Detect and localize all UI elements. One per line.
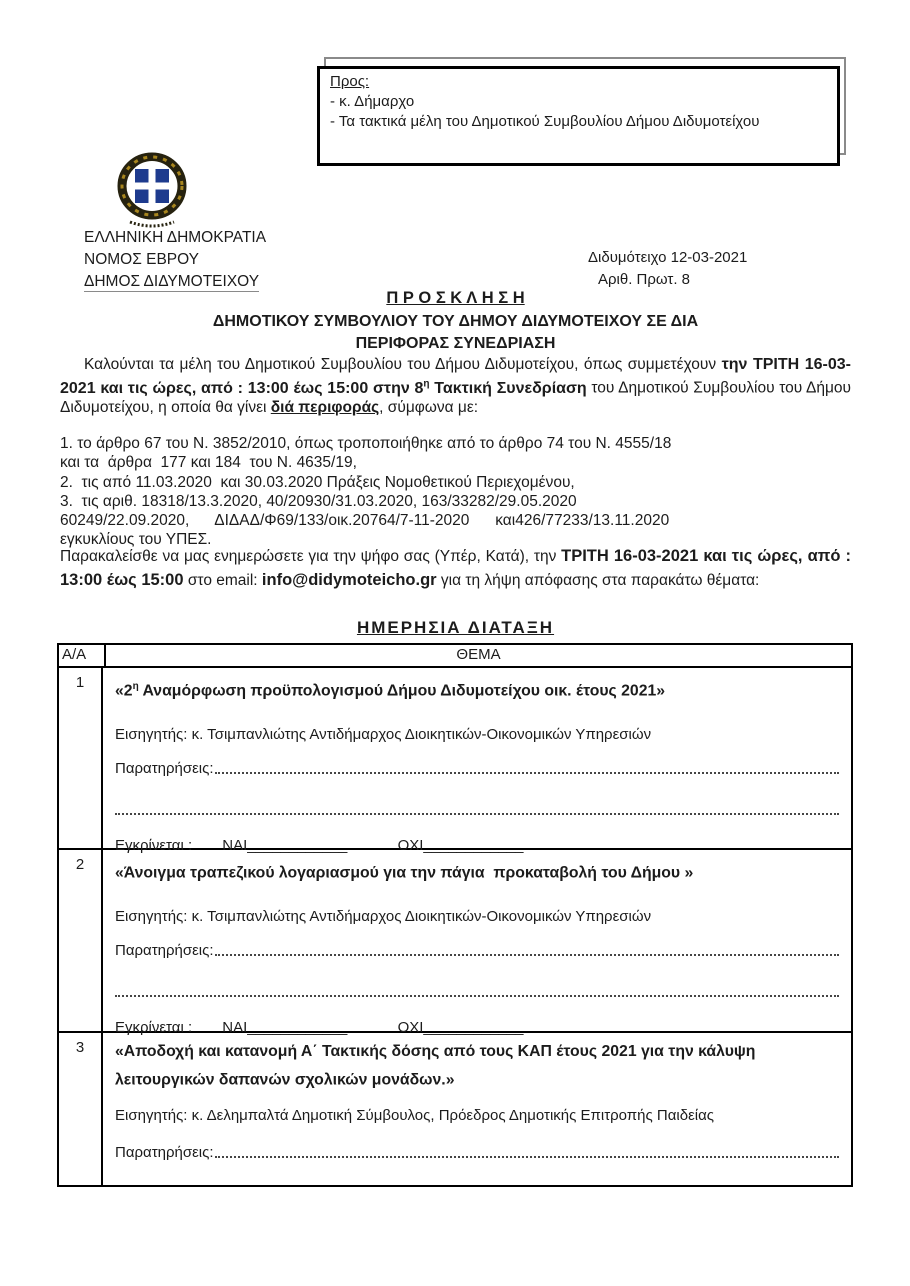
agenda-table-header [59, 645, 851, 668]
notes-line: Παρατηρήσεις: [115, 1144, 839, 1161]
legal-line: 60249/22.09.2020, ΔΙΔΑΔ/Φ69/133/οικ.20764/7-11-2020 και426/77233/13.11.2020 [60, 512, 670, 530]
agenda-item-presenter: Εισηγητής: κ. Τσιμπανλιώτης Αντιδήμαρχος Διοικητικών-Οικονομικών Υπηρεσιών [115, 726, 652, 744]
recipient-line: - κ. Δήμαρχο [330, 93, 415, 110]
legal-line: 2. τις από 11.03.2020 και 30.03.2020 Πράξεις Νομοθετικού Περιεχομένου, [60, 473, 575, 491]
legal-line: 3. τις αριθ. 18318/13.3.2020, 40/20930/31.03.2020, 163/33282/29.05.2020 [60, 492, 577, 510]
legal-line: και τα άρθρα 177 και 184 του Ν. 4635/19, [60, 454, 357, 472]
dotted-blank [215, 772, 839, 774]
authority-line-2: ΝΟΜΟΣ ΕΒΡΟΥ [84, 251, 200, 268]
agenda-item-number: 2 [59, 850, 103, 1031]
recipient-line: - Τα τακτικά μέλη του Δημοτικού Συμβουλίου Δήμου Διδυμοτείχου [330, 113, 760, 130]
agenda-item-number: 1 [59, 668, 103, 848]
recipient-box [317, 66, 840, 166]
legal-line: εγκυκλίους του ΥΠΕΣ. [60, 531, 212, 549]
dotted-blank [215, 1156, 839, 1158]
agenda-item-title: «Άνοιγμα τραπεζικού λογαριασμού για την πάγια προκαταβολή του Δήμου » [115, 864, 694, 882]
approval-line: Εγκρίνεται : ΝΑΙ____________ ΟΧΙ____________ [115, 1019, 524, 1037]
yes-blank: ΝΑΙ____________ [222, 1019, 348, 1037]
issuing-authority [84, 227, 266, 293]
agenda-heading: ΗΜΕΡΗΣΙΑ ΔΙΑΤΑΞΗ [356, 618, 555, 637]
email-address: info@didymoteicho.gr [261, 570, 437, 589]
agenda-item-title: «$2^\eta$ Αναμόρφωση προϋπολογισμού Δήμου Διδυμοτείχου οικ. έτους 2021» [115, 681, 666, 700]
place-and-date: Διδυμότειχο 12-03-2021 [588, 249, 748, 266]
document-subtitle-line1: ΔΗΜΟΤΙΚΟΥ ΣΥΜΒΟΥΛΙΟΥ ΤΟΥ ΔΗΜΟΥ ΔΙΔΥΜΟΤΕΙΧΟΥ ΣΕ ΔΙΑ [212, 313, 699, 330]
dotted-blank-line2 [115, 813, 839, 815]
notes-line: Παρατηρήσεις: [115, 760, 839, 777]
agenda-row-2 [59, 850, 851, 1037]
emblem-ribbon [130, 222, 174, 226]
no-blank: ΟΧΙ____________ [397, 1019, 524, 1037]
recipient-heading: Προς: [330, 73, 370, 90]
intro-paragraph: Καλούνται τα μέλη του Δημοτικού Συμβουλίου του Δήμου Διδυμοτείχου, όπως συμμετέχουν την ΤΡΙΤΗ 16-03-2021 και τις ώρες, από : 13:00 έως 15:00 στην $8^\eta$ Τακτική Συνεδρίαση του Δημοτικού Συμβουλίου του Δήμου Διδυμοτείχου, η οποία θα γίνει διά περιφοράς, σύμφωνα με: [60, 356, 852, 417]
agenda-item-title: «Αποδοχή και κατανομή Α΄ Τακτικής δόσης από τους ΚΑΠ έτους 2021 για την κάλυψη λειτουργικών δαπανών σχολικών μονάδων.» [115, 1043, 760, 1089]
document-title: Π Ρ Ο Σ Κ Λ Η Σ Η [386, 289, 525, 307]
authority-line-3: ΔΗΜΟΣ ΔΙΔΥΜΟΤΕΙΧΟΥ [84, 273, 260, 290]
legal-references [60, 434, 851, 550]
legal-line: 1. το άρθρο 67 του Ν. 3852/2010, όπως τροποποιήθηκε από το άρθρο 74 του Ν. 4555/18 [60, 435, 672, 452]
authority-line-1: ΕΛΛΗΝΙΚΗ ΔΗΜΟΚΡΑΤΙΑ [84, 229, 267, 246]
notes-line: Παρατηρήσεις: [115, 942, 839, 959]
document-subtitle-line2: ΠΕΡΙΦΟΡΑΣ ΣΥΝΕΔΡΙΑΣΗ [355, 335, 556, 352]
agenda-table [57, 643, 853, 1187]
approval-line: Εγκρίνεται : ΝΑΙ____________ ΟΧΙ____________ [115, 837, 524, 855]
yes-blank: ΝΑΙ____________ [222, 837, 348, 855]
column-header-topic: ΘΕΜΑ [456, 646, 501, 663]
agenda-item-presenter: Εισηγητής: κ. Δελημπαλτά Δημοτική Σύμβουλος, Πρόεδρος Δημοτικής Επιτροπής Παιδείας [115, 1107, 715, 1125]
protocol-number: Αριθ. Πρωτ. 8 [598, 271, 691, 288]
dotted-blank-line2 [115, 995, 839, 997]
agenda-row-3 [59, 1033, 851, 1185]
agenda-item-number: 3 [59, 1033, 103, 1185]
column-header-number: Α/Α [59, 645, 106, 666]
vote-request-paragraph: Παρακαλείσθε να μας ενημερώσετε για την ψήφο σας (Υπέρ, Κατά), την ΤΡΙΤΗ 16-03-2021 και τις ώρες, από : 13:00 έως 15:00 στο email: info@didymoteicho.gr για τη λήψη απόφασης στα παρακάτω θέματα: [60, 547, 851, 589]
greek-coat-of-arms-logo [111, 149, 193, 229]
agenda-row-1 [59, 668, 851, 855]
agenda-item-presenter: Εισηγητής: κ. Τσιμπανλιώτης Αντιδήμαρχος Διοικητικών-Οικονομικών Υπηρεσιών [115, 908, 652, 926]
no-blank: ΟΧΙ____________ [397, 837, 524, 855]
dotted-blank [215, 954, 839, 956]
